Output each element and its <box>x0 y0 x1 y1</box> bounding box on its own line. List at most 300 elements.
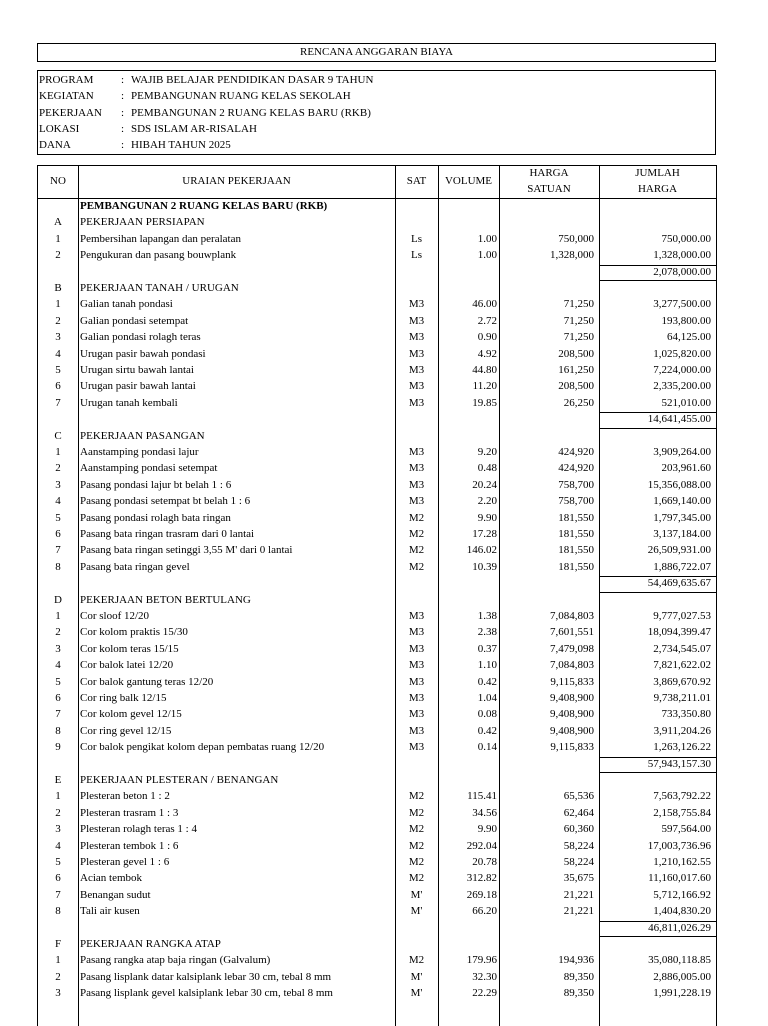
info-label: PEKERJAAN <box>39 106 102 119</box>
item-no: 8 <box>55 905 61 918</box>
header-volume: VOLUME <box>444 175 493 187</box>
item-description: Cor sloof 12/20 <box>80 610 150 622</box>
info-value: PEMBANGUNAN 2 RUANG KELAS BARU (RKB) <box>131 106 371 119</box>
item-unit-price: 758,700 <box>558 478 594 491</box>
item-description: Plesteran tembok 1 : 6 <box>80 839 179 852</box>
item-unit-price: 21,221 <box>563 905 594 918</box>
header-jumlah-harga: HARGA <box>637 183 678 195</box>
item-description: Urugan pasir bawah pondasi <box>80 347 206 360</box>
item-description: Benangan sudut <box>80 888 151 901</box>
item-description: Cor balok pengikat kolom depan pembatas ruang 12/20 <box>80 741 325 754</box>
item-no: 8 <box>55 560 61 573</box>
item-no: 2 <box>55 314 61 327</box>
header-harga: HARGA <box>529 167 569 179</box>
table-row <box>38 313 716 329</box>
item-total-price: 7,224,000.00 <box>653 364 711 376</box>
item-unit-price: 161,250 <box>558 364 594 376</box>
item-description: Tali air kusen <box>80 905 140 918</box>
item-description: Pasang bata ringan trasram dari 0 lantai <box>80 528 255 540</box>
table-row <box>38 247 716 263</box>
section-row <box>38 428 716 444</box>
item-unit: M3 <box>408 331 425 344</box>
item-unit-price: 424,920 <box>558 462 594 475</box>
item-volume: 22.29 <box>472 987 497 1000</box>
table-row <box>38 329 716 345</box>
subtotal-row <box>38 411 716 427</box>
table-row <box>38 559 716 575</box>
table-row <box>38 690 716 706</box>
item-unit-price: 65,536 <box>563 790 594 803</box>
item-volume: 20.24 <box>472 478 497 491</box>
table-row <box>38 969 716 985</box>
table-row <box>38 624 716 640</box>
table-row <box>38 854 716 870</box>
item-description: Acian tembok <box>80 872 143 885</box>
item-total-price: 1,210,162.55 <box>653 856 711 868</box>
item-unit: M3 <box>408 724 425 737</box>
item-unit: M' <box>410 987 423 1000</box>
table-row <box>38 903 716 919</box>
item-unit-price: 7,479,098 <box>550 642 594 655</box>
item-description: Pengukuran dan pasang bouwplank <box>80 249 237 262</box>
item-description: Urugan pasir bawah lantai <box>80 380 196 393</box>
item-volume: 20.78 <box>472 856 497 868</box>
info-value: PEMBANGUNAN RUANG KELAS SEKOLAH <box>131 90 351 103</box>
item-no: 4 <box>55 495 61 508</box>
item-description: Cor kolom praktis 15/30 <box>80 626 188 639</box>
item-no: 7 <box>55 544 61 557</box>
item-no: 7 <box>55 708 61 721</box>
item-unit: M3 <box>408 462 425 475</box>
item-unit-price: 181,550 <box>558 511 594 524</box>
item-unit-price: 9,408,900 <box>550 692 594 704</box>
item-total-price: 733,350.80 <box>661 708 711 721</box>
item-volume: 1.00 <box>477 249 497 262</box>
item-no: 5 <box>55 511 61 524</box>
item-unit: M2 <box>408 511 425 524</box>
item-unit-price: 194,936 <box>558 954 594 967</box>
item-unit-price: 750,000 <box>558 232 594 245</box>
item-no: 1 <box>55 298 61 311</box>
item-unit: M3 <box>408 495 425 508</box>
item-volume: 0.14 <box>477 741 497 754</box>
section-title: PEKERJAAN PASANGAN <box>80 429 205 442</box>
header-sat: SAT <box>406 175 427 187</box>
item-description: Pasang bata ringan setinggi 3,55 M' dari 0 lantai <box>80 544 293 557</box>
item-volume: 17.28 <box>472 528 497 540</box>
item-volume: 4.92 <box>477 347 497 360</box>
table-row <box>38 362 716 378</box>
section-letter: C <box>54 429 62 442</box>
item-volume: 1.00 <box>477 232 497 245</box>
item-unit: M' <box>410 970 423 983</box>
item-unit: M' <box>410 905 423 918</box>
item-unit-price: 181,550 <box>558 528 594 540</box>
item-unit: M2 <box>408 544 425 557</box>
item-no: 5 <box>55 364 61 376</box>
item-no: 6 <box>55 872 61 885</box>
item-volume: 2.38 <box>477 626 497 639</box>
item-unit: M3 <box>408 659 425 672</box>
item-total-price: 9,777,027.53 <box>653 610 711 622</box>
subtotal-value: 54,469,635.67 <box>647 577 711 590</box>
info-value: HIBAH TAHUN 2025 <box>131 139 231 152</box>
item-description: Cor ring gevel 12/15 <box>80 724 172 737</box>
item-volume: 2.20 <box>477 495 497 508</box>
item-no: 7 <box>55 888 61 901</box>
subtotal-value: 14,641,455.00 <box>647 413 711 426</box>
item-unit-price: 7,601,551 <box>550 626 594 639</box>
item-unit-price: 208,500 <box>558 347 594 360</box>
item-total-price: 3,277,500.00 <box>653 298 711 311</box>
header-satuan: SATUAN <box>527 183 571 195</box>
item-no: 8 <box>55 724 61 737</box>
item-description: Pembersihan lapangan dan peralatan <box>80 232 241 245</box>
table-row <box>38 378 716 394</box>
item-unit-price: 181,550 <box>558 544 594 557</box>
item-total-price: 15,356,088.00 <box>647 478 711 491</box>
item-unit-price: 71,250 <box>563 314 594 327</box>
subtotal-value: 46,811,026.29 <box>648 921 711 934</box>
item-unit-price: 71,250 <box>563 298 594 311</box>
item-unit-price: 71,250 <box>563 331 594 344</box>
item-unit-price: 208,500 <box>558 380 594 393</box>
item-no: 3 <box>55 987 61 1000</box>
table-row <box>38 542 716 558</box>
table-row <box>38 231 716 247</box>
item-total-price: 1,328,000.00 <box>653 249 711 262</box>
table-row <box>38 739 716 755</box>
item-description: Pasang rangka atap baja ringan (Galvalum) <box>80 954 271 967</box>
item-unit: M2 <box>408 790 425 803</box>
item-unit: Ls <box>411 249 422 262</box>
item-volume: 0.08 <box>477 708 497 721</box>
item-description: Plesteran gevel 1 : 6 <box>80 856 170 868</box>
section-row <box>38 214 716 230</box>
item-total-price: 2,886,005.00 <box>653 970 711 983</box>
item-volume: 66.20 <box>472 905 497 918</box>
subtotal-value: 57,943,157.30 <box>647 757 711 770</box>
item-volume: 34.56 <box>472 806 497 819</box>
item-description: Pasang bata ringan gevel <box>80 560 190 573</box>
item-unit-price: 9,115,833 <box>550 741 594 754</box>
item-unit: M3 <box>408 396 425 409</box>
item-unit: Ls <box>411 232 422 245</box>
item-description: Galian pondasi setempat <box>80 314 189 327</box>
item-no: 9 <box>55 741 61 754</box>
item-no: 2 <box>55 626 61 639</box>
item-unit: M3 <box>408 642 425 655</box>
item-no: 3 <box>55 331 61 344</box>
item-volume: 0.42 <box>477 675 497 688</box>
subtotal-row <box>38 264 716 280</box>
item-volume: 19.85 <box>472 396 497 409</box>
item-volume: 1.10 <box>477 659 497 672</box>
item-description: Galian tanah pondasi <box>80 298 173 311</box>
table-row <box>38 952 716 968</box>
table-row <box>38 788 716 804</box>
item-unit: M2 <box>408 528 425 540</box>
item-no: 1 <box>55 954 61 967</box>
item-unit: M2 <box>408 823 425 836</box>
table-row <box>38 526 716 542</box>
item-total-price: 521,010.00 <box>661 396 711 409</box>
item-total-price: 1,025,820.00 <box>653 347 711 360</box>
section-letter: A <box>54 216 62 229</box>
item-total-price: 26,509,931.00 <box>647 544 711 557</box>
item-no: 1 <box>55 790 61 803</box>
section-title: PEKERJAAN PERSIAPAN <box>80 216 205 229</box>
item-description: Cor balok gantung teras 12/20 <box>80 675 214 688</box>
item-total-price: 1,404,830.20 <box>653 905 711 918</box>
table-row <box>38 510 716 526</box>
table-row <box>38 805 716 821</box>
item-total-price: 35,080,118.85 <box>648 954 711 967</box>
item-no: 2 <box>55 462 61 475</box>
item-volume: 9.20 <box>477 446 497 458</box>
item-volume: 179.96 <box>466 954 497 967</box>
item-volume: 46.00 <box>472 298 497 311</box>
section-title: PEKERJAAN TANAH / URUGAN <box>80 282 239 294</box>
item-unit-price: 758,700 <box>558 495 594 508</box>
subtotal-row <box>38 756 716 772</box>
item-description: Cor ring balk 12/15 <box>80 692 167 704</box>
item-description: Urugan tanah kembali <box>80 396 178 409</box>
item-volume: 2.72 <box>477 314 497 327</box>
section-title: PEKERJAAN PLESTERAN / BENANGAN <box>80 774 279 786</box>
table-row <box>38 838 716 854</box>
item-volume: 0.90 <box>477 331 497 344</box>
item-no: 6 <box>55 528 61 540</box>
item-volume: 115.41 <box>467 790 497 803</box>
item-volume: 292.04 <box>466 839 497 852</box>
header-uraian: URAIAN PEKERJAAN <box>182 175 291 187</box>
info-label: PROGRAM <box>39 74 94 86</box>
item-unit: M2 <box>408 560 425 573</box>
item-unit-price: 26,250 <box>563 396 594 409</box>
item-no: 7 <box>55 396 61 409</box>
table-row <box>38 346 716 362</box>
item-unit: M3 <box>408 364 425 376</box>
table-row <box>38 608 716 624</box>
table-row <box>38 887 716 903</box>
item-volume: 1.04 <box>477 692 497 704</box>
item-total-price: 3,909,264.00 <box>653 446 711 458</box>
item-no: 2 <box>55 806 61 819</box>
item-unit: M3 <box>408 675 425 688</box>
section-letter: D <box>54 593 62 606</box>
item-unit: M3 <box>408 708 425 721</box>
item-total-price: 2,158,755.84 <box>653 806 711 819</box>
item-no: 1 <box>55 232 61 245</box>
section-title: PEKERJAAN BETON BERTULANG <box>80 593 251 606</box>
table-row <box>38 870 716 886</box>
item-volume: 146.02 <box>466 544 497 557</box>
table-row <box>38 477 716 493</box>
item-description: Plesteran rolagh teras 1 : 4 <box>80 823 197 836</box>
item-total-price: 18,094,399.47 <box>647 626 711 639</box>
table-row <box>38 985 716 1001</box>
info-label: KEGIATAN <box>39 90 94 103</box>
item-unit-price: 9,408,900 <box>550 724 594 737</box>
item-unit-price: 58,224 <box>563 856 594 868</box>
table-row <box>38 395 716 411</box>
item-total-price: 64,125.00 <box>667 331 711 344</box>
info-colon: : <box>121 74 125 86</box>
item-total-price: 7,563,792.22 <box>653 790 711 803</box>
item-unit: M3 <box>408 298 425 311</box>
section-letter: F <box>54 938 62 950</box>
item-volume: 10.39 <box>472 560 497 573</box>
item-total-price: 1,991,228.19 <box>653 987 711 1000</box>
item-total-price: 3,911,204.26 <box>653 724 711 737</box>
item-no: 3 <box>55 478 61 491</box>
item-total-price: 597,564.00 <box>661 823 711 836</box>
section-letter: E <box>54 774 62 786</box>
item-unit-price: 9,408,900 <box>550 708 594 721</box>
item-no: 1 <box>55 446 61 458</box>
header-jumlah: JUMLAH <box>635 167 680 179</box>
item-unit: M2 <box>408 806 425 819</box>
item-total-price: 3,869,670.92 <box>653 675 711 688</box>
item-unit-price: 21,221 <box>563 888 594 901</box>
item-unit: M3 <box>408 478 425 491</box>
item-no: 5 <box>55 856 61 868</box>
item-unit-price: 60,360 <box>563 823 594 836</box>
item-unit: M2 <box>408 954 425 967</box>
item-total-price: 193,800.00 <box>661 314 711 327</box>
subtotal-row <box>38 920 716 936</box>
table-row <box>38 657 716 673</box>
info-colon: : <box>121 106 125 119</box>
item-total-price: 17,003,736.96 <box>647 839 711 852</box>
item-description: Cor balok latei 12/20 <box>80 659 174 672</box>
item-volume: 9.90 <box>477 823 497 836</box>
item-unit-price: 9,115,833 <box>550 675 594 688</box>
item-description: Urugan sirtu bawah lantai <box>80 364 194 376</box>
table-title-row <box>38 198 716 214</box>
item-volume: 312.82 <box>466 872 497 885</box>
item-volume: 9.90 <box>477 511 497 524</box>
info-label: DANA <box>39 139 71 152</box>
info-colon: : <box>121 122 125 135</box>
budget-table <box>37 165 717 1026</box>
item-description: Pasang pondasi setempat bt belah 1 : 6 <box>80 495 251 508</box>
item-total-price: 2,335,200.00 <box>653 380 711 393</box>
item-total-price: 9,738,211.01 <box>653 692 711 704</box>
item-no: 4 <box>55 347 61 360</box>
header-no: NO <box>50 175 66 187</box>
item-unit: M3 <box>408 741 425 754</box>
item-unit: M2 <box>408 856 425 868</box>
item-volume: 1.38 <box>477 610 497 622</box>
item-unit: M3 <box>408 692 425 704</box>
document-title: RENCANA ANGGARAN BIAYA <box>37 43 716 62</box>
item-unit-price: 89,350 <box>563 987 594 1000</box>
item-total-price: 1,797,345.00 <box>653 511 711 524</box>
item-description: Cor kolom gevel 12/15 <box>80 708 182 721</box>
item-volume: 0.48 <box>477 462 497 475</box>
info-colon: : <box>121 139 125 152</box>
item-volume: 11.20 <box>472 380 497 393</box>
info-value: SDS ISLAM AR-RISALAH <box>131 122 257 135</box>
item-no: 2 <box>55 249 61 262</box>
item-unit: M3 <box>408 626 425 639</box>
item-volume: 44.80 <box>472 364 497 376</box>
table-row <box>38 706 716 722</box>
item-total-price: 1,669,140.00 <box>653 495 711 508</box>
item-total-price: 11,160,017.60 <box>648 872 711 885</box>
item-no: 6 <box>55 692 61 704</box>
table-row <box>38 460 716 476</box>
item-description: Pasang lisplank datar kalsiplank lebar 30 cm, tebal 8 mm <box>80 970 332 983</box>
item-description: Cor kolom teras 15/15 <box>80 642 179 655</box>
item-description: Galian pondasi rolagh teras <box>80 331 201 344</box>
item-total-price: 1,886,722.07 <box>653 560 711 573</box>
info-label: LOKASI <box>39 122 80 135</box>
item-volume: 0.37 <box>477 642 497 655</box>
item-unit-price: 424,920 <box>558 446 594 458</box>
section-row <box>38 936 716 952</box>
item-unit: M3 <box>408 610 425 622</box>
table-row <box>38 493 716 509</box>
section-row <box>38 280 716 296</box>
item-no: 4 <box>55 839 61 852</box>
item-unit-price: 35,675 <box>563 872 594 885</box>
table-row <box>38 821 716 837</box>
item-total-price: 7,821,622.02 <box>653 659 711 672</box>
item-volume: 32.30 <box>472 970 497 983</box>
work-title: PEMBANGUNAN 2 RUANG KELAS BARU (RKB) <box>80 200 328 212</box>
item-total-price: 2,734,545.07 <box>653 642 711 655</box>
info-value: WAJIB BELAJAR PENDIDIKAN DASAR 9 TAHUN <box>131 74 374 86</box>
subtotal-row <box>38 575 716 591</box>
table-row <box>38 641 716 657</box>
item-unit: M' <box>410 888 423 901</box>
item-description: Aanstamping pondasi setempat <box>80 462 218 475</box>
item-no: 2 <box>55 970 61 983</box>
item-description: Pasang pondasi rolagh bata ringan <box>80 511 231 524</box>
item-no: 6 <box>55 380 61 393</box>
item-total-price: 3,137,184.00 <box>653 528 711 540</box>
item-unit-price: 89,350 <box>563 970 594 983</box>
table-row <box>38 444 716 460</box>
item-no: 1 <box>55 610 61 622</box>
item-description: Aanstamping pondasi lajur <box>80 446 199 458</box>
item-unit-price: 62,464 <box>563 806 594 819</box>
item-unit: M3 <box>408 347 425 360</box>
item-unit-price: 181,550 <box>558 560 594 573</box>
table-row <box>38 674 716 690</box>
item-total-price: 5,712,166.92 <box>653 888 711 901</box>
item-unit: M3 <box>408 446 425 458</box>
table-row <box>38 723 716 739</box>
item-volume: 269.18 <box>466 888 497 901</box>
item-no: 4 <box>55 659 61 672</box>
item-total-price: 750,000.00 <box>661 232 711 245</box>
item-description: Plesteran beton 1 : 2 <box>80 790 170 803</box>
item-unit: M3 <box>408 314 425 327</box>
item-total-price: 1,263,126.22 <box>653 741 711 754</box>
section-letter: B <box>54 282 62 294</box>
section-title: PEKERJAAN RANGKA ATAP <box>80 938 221 950</box>
item-total-price: 203,961.60 <box>661 462 711 475</box>
item-description: Pasang lisplank gevel kalsiplank lebar 30 cm, tebal 8 mm <box>80 987 333 1000</box>
item-unit: M3 <box>408 380 425 393</box>
section-row <box>38 772 716 788</box>
item-no: 3 <box>55 642 61 655</box>
item-unit-price: 1,328,000 <box>550 249 594 262</box>
